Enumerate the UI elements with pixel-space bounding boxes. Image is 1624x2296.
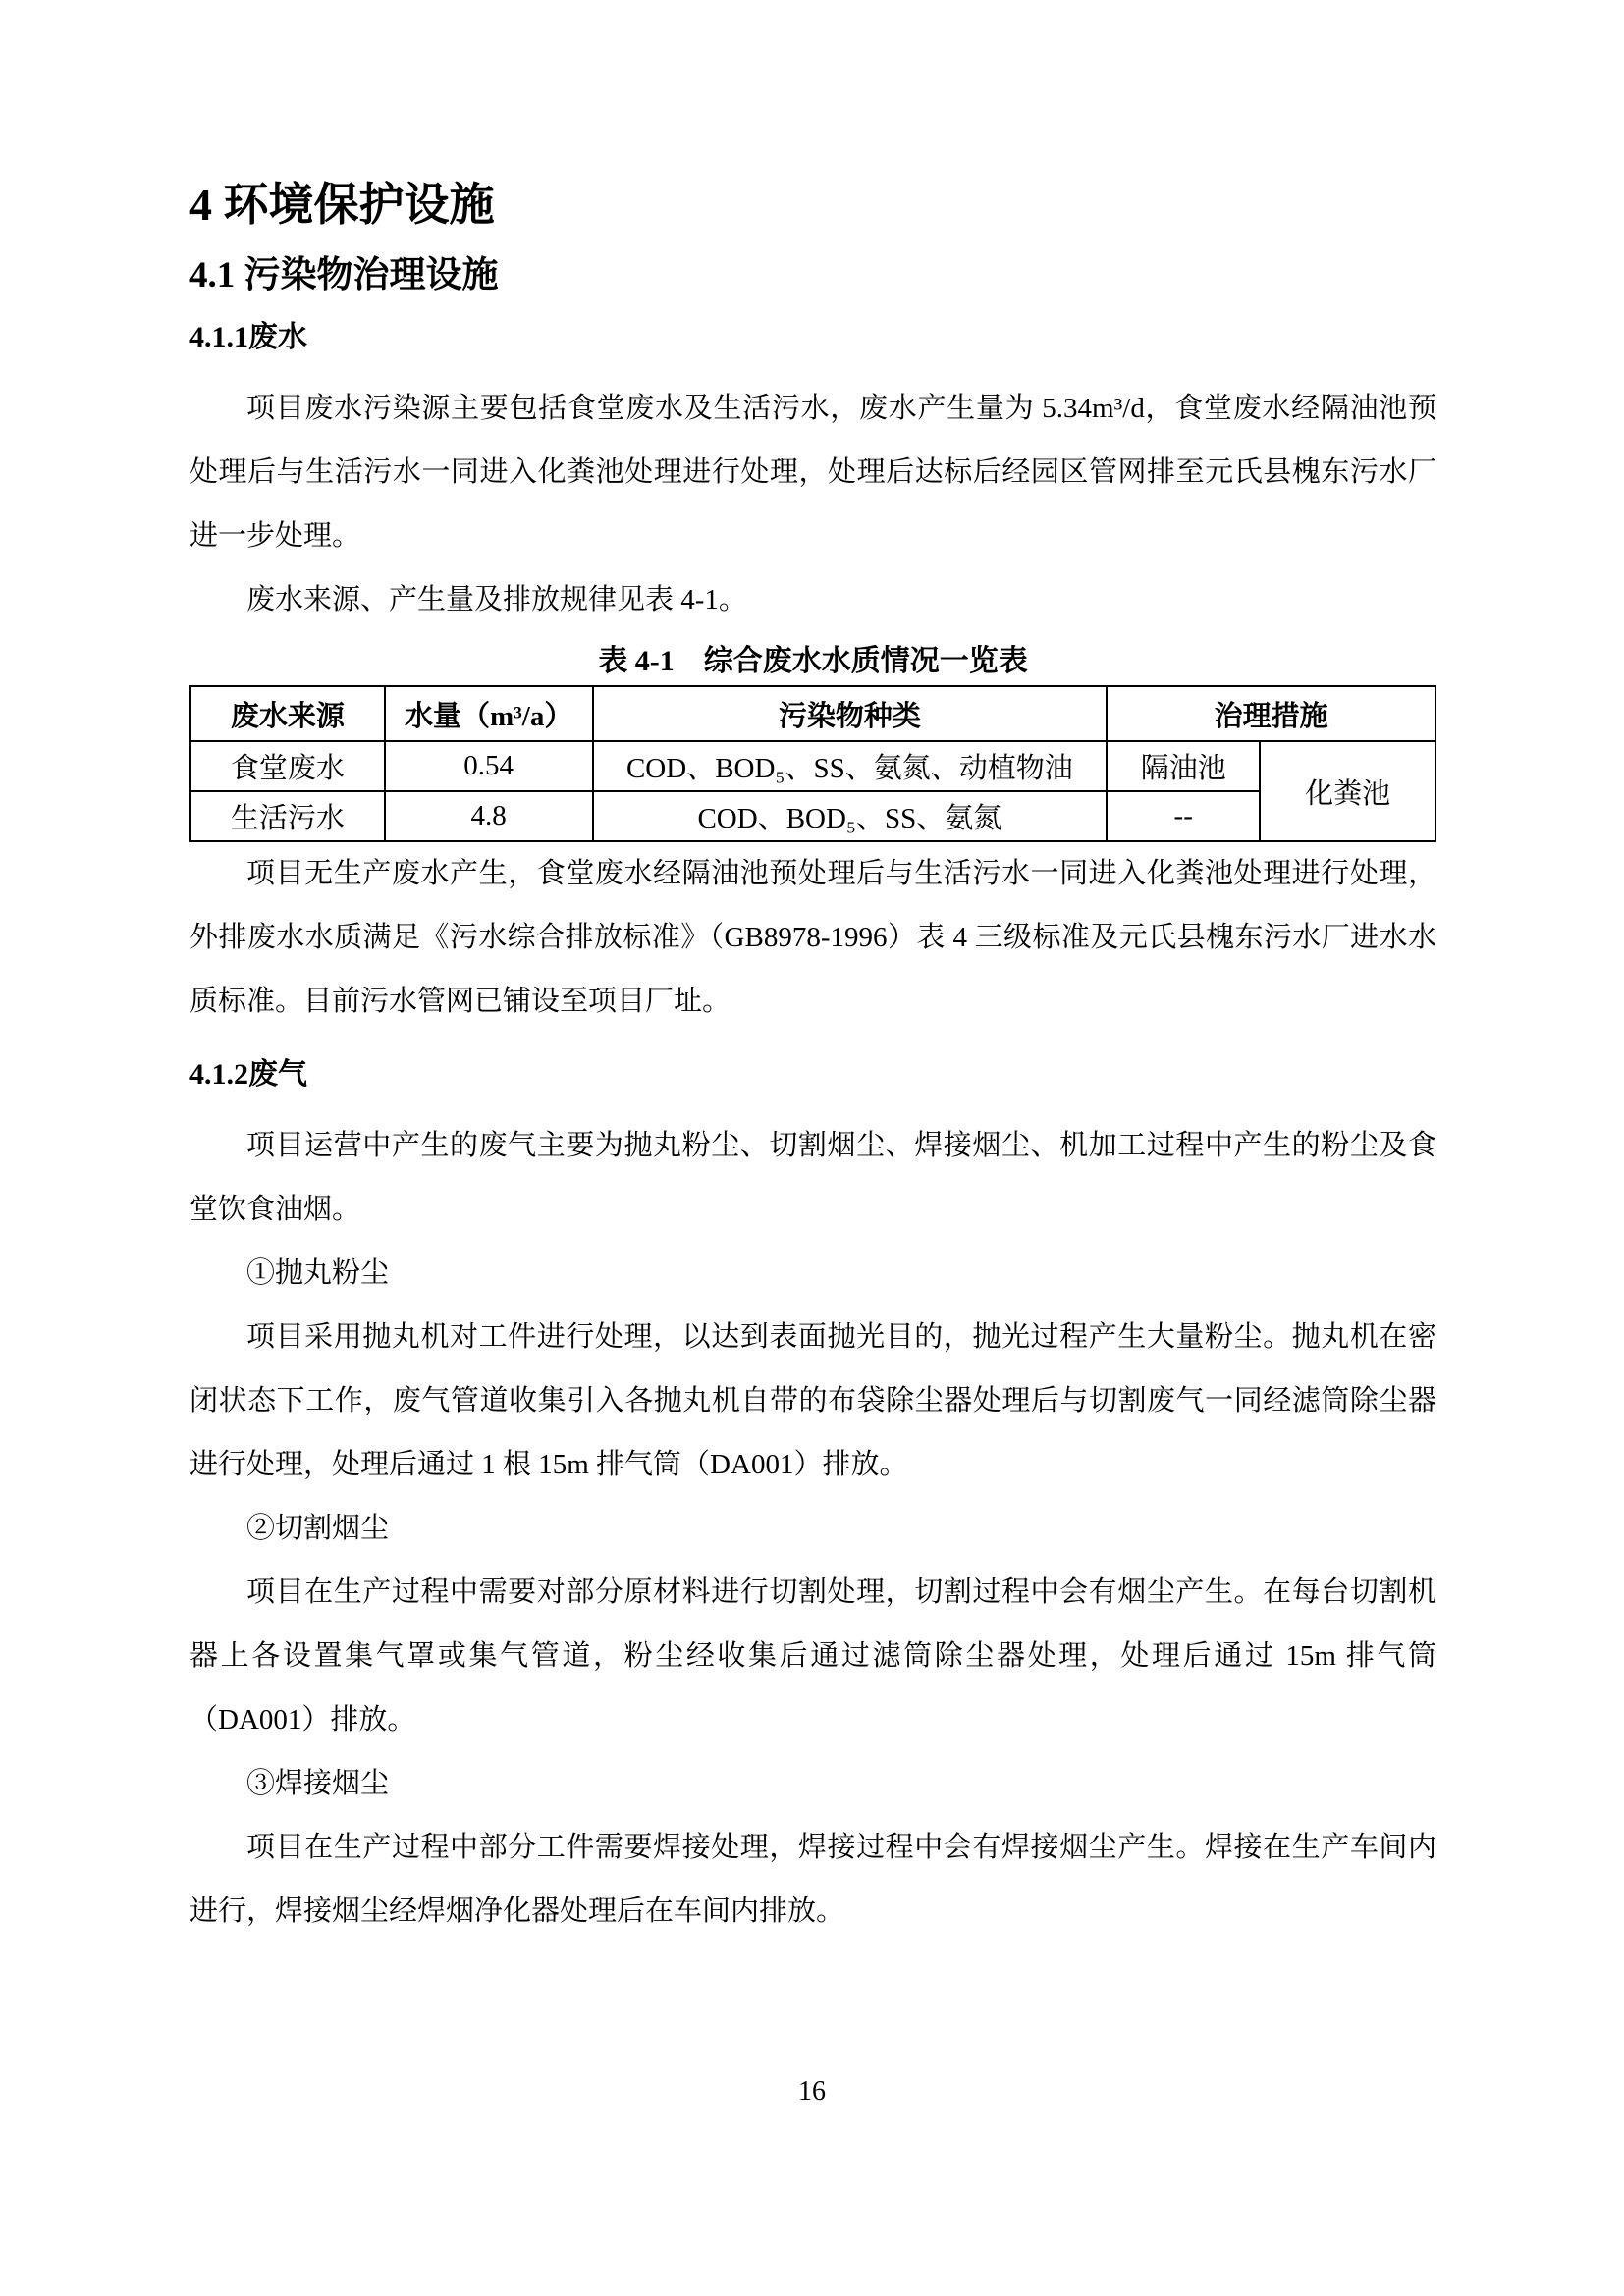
paragraph-wastewater-treatment: 项目无生产废水产生，食堂废水经隔油池预处理后与生活污水一同进入化粪池处理进行处理，外排废水水质满足《污水综合排放标准》（GB8978-1996）表 4 三级标准及元氏县槐东污水厂进水水质标准。目前污水管网已铺设至项目厂址。 xyxy=(189,858,1436,1018)
cell-treatment-none: -- xyxy=(1107,791,1260,841)
cell-treatment-grease-trap: 隔油池 xyxy=(1107,741,1260,791)
cell-volume-domestic: 4.8 xyxy=(385,791,593,841)
cell-treatment-septic-tank: 化粪池 xyxy=(1260,741,1435,841)
cell-pollutants-domestic: COD、BOD₅、SS、氨氮 xyxy=(593,791,1108,841)
header-wastewater-source: 废水来源 xyxy=(190,686,385,741)
header-water-volume: 水量（m³/a） xyxy=(385,686,593,741)
subsection-heading-waste-gas: 4.1.2废气 xyxy=(189,1058,307,1092)
table-4-1-title: 表 4-1 综合废水水质情况一览表 xyxy=(598,645,1028,678)
paragraph-welding-detail: 项目在生产过程中部分工件需要焊接处理，焊接过程中会有焊接烟尘产生。焊接在生产车间内进行，焊接烟尘经焊烟净化器处理后在车间内排放。 xyxy=(189,1832,1436,1928)
cell-source-domestic: 生活污水 xyxy=(190,791,385,841)
cell-source-canteen: 食堂废水 xyxy=(190,741,385,791)
list-item-welding-fume: ③焊接烟尘 xyxy=(246,1768,390,1800)
section-heading: 4.1 污染物治理设施 xyxy=(189,254,499,295)
paragraph-waste-gas-intro: 项目运营中产生的废气主要为抛丸粉尘、切割烟尘、焊接烟尘、机加工过程中产生的粉尘及食堂饮食油烟。 xyxy=(189,1130,1436,1226)
table-header-row xyxy=(190,686,1435,741)
table-row xyxy=(190,791,1435,841)
cell-volume-canteen: 0.54 xyxy=(385,741,593,791)
list-item-cutting-fume: ②切割烟尘 xyxy=(246,1513,390,1545)
header-pollutant-type: 污染物种类 xyxy=(593,686,1108,741)
header-treatment-measures: 治理措施 xyxy=(1107,686,1435,741)
paragraph-cutting-detail: 项目在生产过程中需要对部分原材料进行切割处理，切割过程中会有烟尘产生。在每台切割机器上各设置集气罩或集气管道，粉尘经收集后通过滤筒除尘器处理，处理后通过 15m 排气筒（DA001）排放。 xyxy=(189,1576,1436,1736)
table-row xyxy=(190,741,1435,791)
page-content xyxy=(189,180,1436,1944)
table-4-1 xyxy=(189,685,1436,842)
paragraph-shot-blasting-detail: 项目采用抛丸机对工件进行处理，以达到表面抛光目的，抛光过程产生大量粉尘。抛丸机在密闭状态下工作，废气管道收集引入各抛丸机自带的布袋除尘器处理后与切割废气一同经滤筒除尘器进行处理，处理后通过 1 根 15m 排气筒（DA001）排放。 xyxy=(189,1321,1436,1481)
list-item-shot-blasting-dust: ①抛丸粉尘 xyxy=(246,1257,390,1290)
chapter-heading: 4 环境保护设施 xyxy=(189,180,495,230)
paragraph-table-reference: 废水来源、产生量及排放规律见表 4-1。 xyxy=(246,584,747,616)
subsection-heading-wastewater: 4.1.1废水 xyxy=(189,321,307,354)
page-number: 16 xyxy=(798,2076,826,2107)
paragraph-wastewater-intro: 项目废水污染源主要包括食堂废水及生活污水，废水产生量为 5.34m³/d，食堂废水经隔油池预处理后与生活污水一同进入化粪池处理进行处理，处理后达标后经园区管网排至元氏县槐东污水厂进一步处理。 xyxy=(189,393,1436,553)
cell-pollutants-canteen: COD、BOD₅、SS、氨氮、动植物油 xyxy=(593,741,1108,791)
